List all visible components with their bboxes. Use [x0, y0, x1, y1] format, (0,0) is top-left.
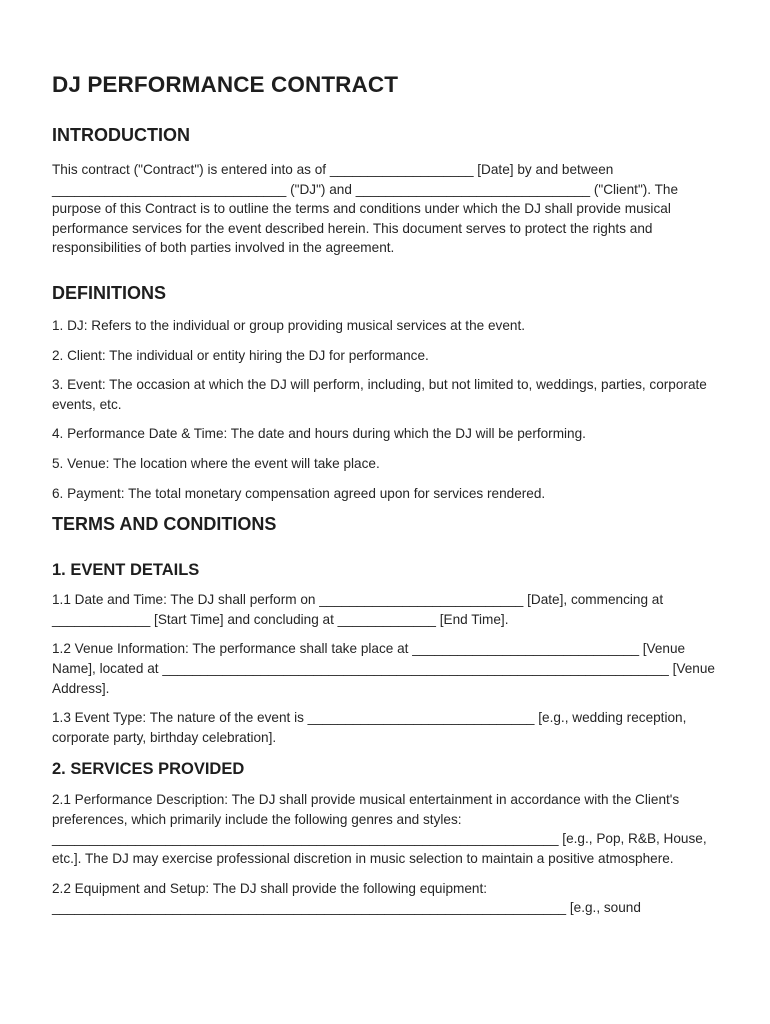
definition-item: 6. Payment: The total monetary compensation agreed upon for services rendered. — [52, 485, 546, 501]
services-heading: 2. SERVICES PROVIDED — [52, 760, 245, 779]
definition-item: 2. Client: The individual or entity hiring the DJ for performance. — [52, 347, 429, 363]
clause-2-2: 2.2 Equipment and Setup: The DJ shall provide the following equipment: ____________________________________________________________________ [e.g., sound — [52, 880, 641, 916]
clause-1-3: 1.3 Event Type: The nature of the event is ______________________________ [e.g., wedding reception, corporate party, birthday celebration]. — [52, 710, 687, 745]
terms-heading: TERMS AND CONDITIONS — [52, 514, 277, 535]
definition-item: 5. Venue: The location where the event will take place. — [52, 455, 380, 471]
introduction-heading: INTRODUCTION — [52, 125, 190, 145]
introduction-paragraph: This contract ("Contract") is entered into as of ___________________ [Date] by and between _______________________________ ("DJ") and _______________________________ ("Client"). The purpose of this Contract is to outline the terms and conditions under which the DJ shall provide musical performance services for the event described herein. This document serves to protect the rights and responsibilities of both parties involved in the agreement. — [52, 162, 679, 256]
clause-1-2: 1.2 Venue Information: The performance shall take place at ______________________________ [Venue Name], located at ___________________________________________________________________ [Venue Address]. — [52, 641, 715, 696]
document-body — [52, 72, 718, 928]
clause-1-1: 1.1 Date and Time: The DJ shall perform on ___________________________ [Date], commencing at _____________ [Start Time] and concluding at _____________ [End Time]. — [52, 592, 664, 627]
event-details-heading: 1. EVENT DETAILS — [52, 561, 200, 580]
definitions-heading: DEFINITIONS — [52, 282, 167, 303]
document-title: DJ PERFORMANCE CONTRACT — [52, 72, 399, 97]
definition-item: 1. DJ: Refers to the individual or group providing musical services at the event. — [52, 317, 525, 333]
clause-2-1: 2.1 Performance Description: The DJ shall provide musical entertainment in accordance with the Client's preferences, which primarily include the following genres and styles: ___________________________________________________________________ [e.g., Pop, R&B, House, etc.]. The DJ may exercise professional discretion in music selection to maintain a positive atmosphere. — [52, 792, 707, 867]
definition-item: 3. Event: The occasion at which the DJ will perform, including, but not limited to, weddings, parties, corporate events, etc. — [52, 377, 707, 412]
definition-item: 4. Performance Date & Time: The date and hours during which the DJ will be performing. — [52, 426, 586, 442]
